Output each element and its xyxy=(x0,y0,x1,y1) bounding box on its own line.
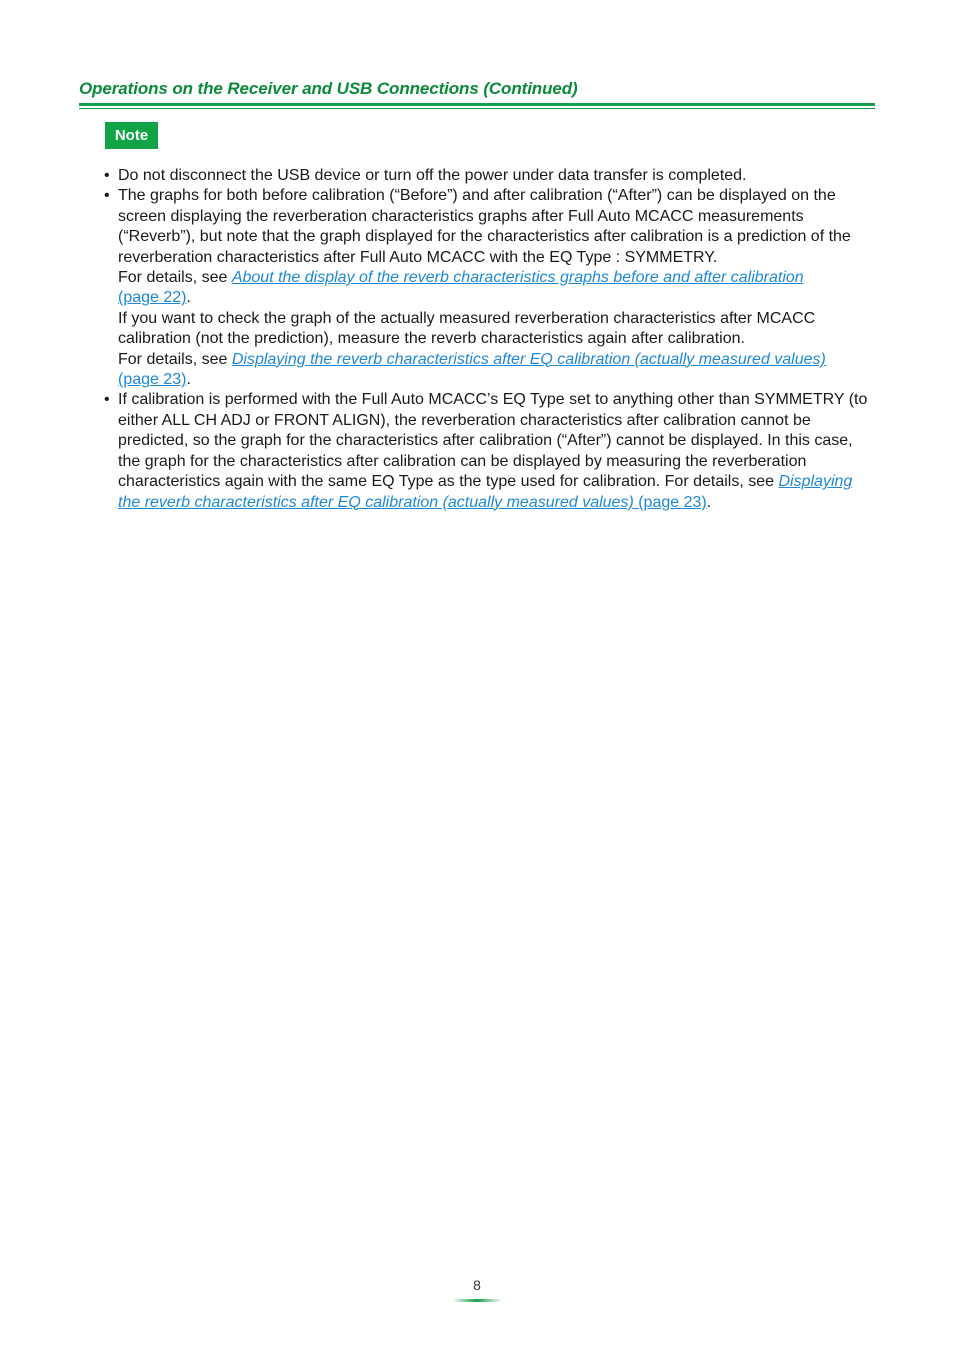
note-text: If you want to check the graph of the actually measured reverberation characteristics after MCACC calibration (not the prediction), measure the reverb characteristics again after calibration. xyxy=(118,309,816,348)
section-title: Operations on the Receiver and USB Connections (Continued) xyxy=(79,79,578,98)
note-text-suffix: . xyxy=(706,493,712,511)
page-number: 8 xyxy=(473,1277,481,1293)
xref-link-title: Displaying the reverb characteristics after EQ calibration (actually measured values) xyxy=(231,350,826,368)
xref-link-page: (page 22) xyxy=(118,289,187,307)
note-badge: Note xyxy=(105,122,158,149)
note-item xyxy=(104,166,874,186)
note-text: The graphs for both before calibration (“Before”) and after calibration (“After”) can be displayed on the screen displaying the reverberation characteristics graphs after Full Auto MCACC measurements (“Reverb”), but note that the graph displayed for the characteristics after calibration is a prediction of the reverberation characteristics after Full Auto MCACC with the EQ Type : SYMMETRY. xyxy=(118,187,851,266)
note-text-body: If calibration is performed with the Full Auto MCACC’s EQ Type set to anything other than SYMMETRY (to either ALL CH ADJ or FRONT ALIGN), the reverberation characteristics after calibration cannot be predicted, so the graph for the characteristics after calibration (“After”) cannot be displayed. In this case, the graph for the characteristics after calibration can be displayed by measuring the reverberation characteristics again with the same EQ Type as the type used for calibration. For details, see xyxy=(118,391,868,491)
note-item xyxy=(104,390,874,512)
xref-link-title: Displaying the reverb characteristics after EQ calibration (actually measured values) xyxy=(118,473,853,511)
note-item xyxy=(104,186,874,390)
note-detail xyxy=(118,268,874,309)
detail-prefix: For details, see xyxy=(118,269,232,287)
bullet-marker: • xyxy=(104,167,110,184)
section-title-rule xyxy=(79,103,875,106)
bullet-marker: • xyxy=(104,391,110,409)
detail-suffix: . xyxy=(186,371,191,389)
note-text xyxy=(118,390,874,512)
xref-link-page: (page 23) xyxy=(633,493,707,511)
note-detail xyxy=(118,350,874,391)
detail-suffix: . xyxy=(186,289,191,307)
section-title-rule-thin xyxy=(79,108,875,109)
bullet-marker: • xyxy=(104,187,110,205)
note-text: Do not disconnect the USB device or turn off the power under data transfer is completed. xyxy=(118,167,747,184)
detail-prefix: For details, see xyxy=(118,350,232,368)
page-number-underline xyxy=(452,1299,502,1302)
xref-link-title: About the display of the reverb characteristics graphs before and after calibration xyxy=(231,269,804,287)
xref-link-page: (page 23) xyxy=(118,371,187,389)
note-list xyxy=(104,166,874,513)
